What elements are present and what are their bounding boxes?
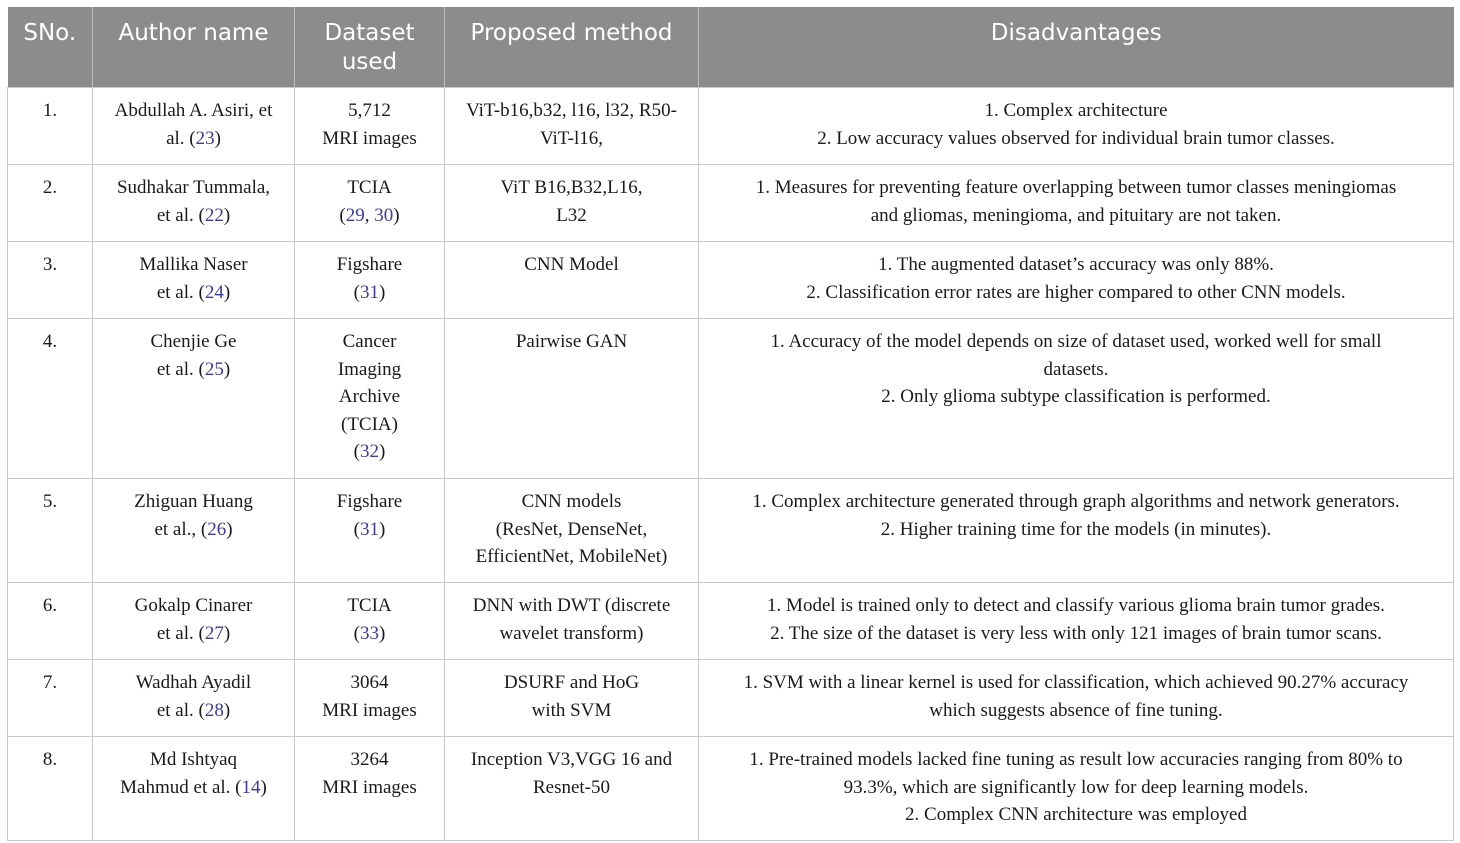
text: ( <box>353 441 360 462</box>
text: ) <box>223 622 231 644</box>
disadvantage-line: 1. Accuracy of the model depends on size of dataset used, worked well for small <box>770 331 1382 352</box>
dataset-line: (TCIA) <box>341 413 398 435</box>
cell-sno: 8. <box>8 737 93 841</box>
table-body <box>8 88 1454 841</box>
table-row <box>8 660 1454 737</box>
disadvantage-line: 1. The augmented dataset’s accuracy was only 88%. <box>878 254 1274 275</box>
reference-link[interactable]: 31 <box>360 281 379 303</box>
cell-dataset <box>295 660 445 737</box>
cell-author <box>93 319 295 479</box>
dataset-line <box>305 202 434 230</box>
method-line: ViT-b16,b32, l16, l32, R50- <box>466 100 677 121</box>
dataset-line <box>305 438 434 466</box>
disadvantage-line: datasets. <box>1043 358 1109 380</box>
cell-sno: 6. <box>8 583 93 660</box>
dataset-line: MRI images <box>322 776 417 798</box>
method-line: ViT B16,B32,L16, <box>500 177 643 198</box>
author-line <box>103 620 284 648</box>
text: ) <box>379 622 386 644</box>
cell-method <box>445 242 699 319</box>
text: ( <box>353 281 360 303</box>
cell-method <box>445 737 699 841</box>
cell-dataset <box>295 242 445 319</box>
text: et al. ( <box>156 358 205 380</box>
disadvantage-line: and gliomas, meningioma, and pituitary are not taken. <box>870 204 1282 226</box>
table-header <box>8 7 1454 88</box>
dataset-line: 3264 <box>350 749 389 770</box>
author-line: Abdullah A. Asiri, et <box>114 100 273 121</box>
author-line <box>103 202 284 230</box>
cell-sno: 7. <box>8 660 93 737</box>
author-line: Chenjie Ge <box>150 331 237 352</box>
dataset-line <box>305 516 434 544</box>
cell-dataset <box>295 88 445 165</box>
reference-link[interactable]: 24 <box>204 281 224 303</box>
disadvantage-line: 2. Higher training time for the models (in minutes). <box>880 518 1272 540</box>
text: et al. ( <box>156 699 205 721</box>
header-disadvantages: Disadvantages <box>699 7 1454 88</box>
cell-disadvantages <box>699 660 1454 737</box>
disadvantage-line: 1. Complex architecture generated through graph algorithms and network generators. <box>752 491 1400 512</box>
table-row <box>8 319 1454 479</box>
cell-author <box>93 242 295 319</box>
cell-disadvantages <box>699 583 1454 660</box>
disadvantage-line: 2. Classification error rates are higher compared to other CNN models. <box>806 281 1346 303</box>
text: ) <box>379 441 386 462</box>
disadvantage-line: 2. Low accuracy values observed for individual brain tumor classes. <box>817 127 1335 149</box>
cell-dataset <box>295 737 445 841</box>
dataset-line <box>305 279 434 307</box>
cell-dataset <box>295 319 445 479</box>
cell-disadvantages <box>699 165 1454 242</box>
dataset-line: MRI images <box>322 699 417 721</box>
author-line: Md Ishtyaq <box>149 749 238 770</box>
cell-method <box>445 583 699 660</box>
cell-author <box>93 88 295 165</box>
method-line: with SVM <box>531 699 612 721</box>
dataset-line: Figshare <box>336 491 403 512</box>
cell-method <box>445 319 699 479</box>
author-line: Sudhakar Tummala, <box>116 177 271 198</box>
disadvantage-line: 1. Measures for preventing feature overlapping between tumor classes meningiomas <box>755 177 1397 198</box>
header-sno: SNo. <box>8 7 93 88</box>
disadvantage-line: 1. Complex architecture <box>984 100 1168 121</box>
cell-sno: 1. <box>8 88 93 165</box>
header-dataset-line2: used <box>341 49 398 75</box>
table-row <box>8 88 1454 165</box>
text: ) <box>223 358 231 380</box>
cell-method <box>445 660 699 737</box>
header-dataset-used <box>295 7 445 88</box>
disadvantage-line: 1. Pre-trained models lacked fine tuning as result low accuracies ranging from 80% to <box>749 749 1403 770</box>
dataset-line: 5,712 <box>348 100 391 121</box>
text: ( <box>339 204 346 226</box>
text: ) <box>223 204 231 226</box>
reference-link[interactable]: 22 <box>204 204 224 226</box>
text: ( <box>353 518 360 540</box>
method-line: EfficientNet, MobileNet) <box>475 546 668 567</box>
dataset-line: Imaging <box>337 358 402 380</box>
dataset-line <box>305 620 434 648</box>
cell-sno: 3. <box>8 242 93 319</box>
header-row <box>8 7 1454 88</box>
dataset-line: TCIA <box>347 595 392 616</box>
author-line <box>103 279 284 307</box>
reference-link[interactable]: 28 <box>204 699 224 721</box>
disadvantage-line: 2. Complex CNN architecture was employed <box>905 804 1247 825</box>
method-line: wavelet transform) <box>499 622 644 644</box>
cell-author <box>93 479 295 583</box>
reference-link[interactable]: 23 <box>195 127 215 149</box>
method-line: ViT-l16, <box>539 127 604 149</box>
text: et al. ( <box>156 204 205 226</box>
reference-link[interactable]: 32 <box>360 441 379 462</box>
cell-author <box>93 737 295 841</box>
method-line: Inception V3,VGG 16 and <box>470 749 673 770</box>
text: ) <box>393 204 400 226</box>
reference-link[interactable]: 25 <box>204 358 224 380</box>
method-line: DNN with DWT (discrete <box>472 595 671 616</box>
method-line: L32 <box>556 204 587 226</box>
header-dataset-line1: Dataset <box>324 20 415 46</box>
table-row <box>8 583 1454 660</box>
disadvantage-line: 93.3%, which are significantly low for deep learning models. <box>843 776 1309 798</box>
cell-sno: 4. <box>8 319 93 479</box>
literature-comparison-table-container <box>7 7 1454 841</box>
author-line: Zhiguan Huang <box>134 491 253 512</box>
method-line: CNN models <box>521 491 622 512</box>
text: et al. ( <box>156 281 205 303</box>
dataset-line: MRI images <box>322 127 417 149</box>
reference-link[interactable]: 14 <box>241 776 261 798</box>
table-row <box>8 737 1454 841</box>
cell-dataset <box>295 583 445 660</box>
table-row <box>8 242 1454 319</box>
author-line <box>103 356 284 384</box>
reference-link[interactable]: 27 <box>204 622 224 644</box>
cell-method <box>445 165 699 242</box>
text: Mahmud et al. ( <box>120 776 242 798</box>
cell-sno: 2. <box>8 165 93 242</box>
table-row <box>8 165 1454 242</box>
author-line <box>103 125 284 153</box>
header-author-name: Author name <box>93 7 295 88</box>
reference-link[interactable]: 31 <box>360 518 379 540</box>
method-line: Resnet-50 <box>532 776 611 798</box>
disadvantage-line: which suggests absence of fine tuning. <box>929 699 1223 721</box>
cell-disadvantages <box>699 242 1454 319</box>
method-line: DSURF and HoG <box>503 672 640 693</box>
author-line <box>103 516 284 544</box>
cell-sno: 5. <box>8 479 93 583</box>
cell-method <box>445 479 699 583</box>
method-line: CNN Model <box>524 254 619 275</box>
header-proposed-method: Proposed method <box>445 7 699 88</box>
text: ) <box>223 281 231 303</box>
disadvantage-line: 1. SVM with a linear kernel is used for classification, which achieved 90.27% accuracy <box>743 672 1409 693</box>
cell-author <box>93 660 295 737</box>
text: , <box>364 204 375 226</box>
cell-dataset <box>295 479 445 583</box>
text: al. ( <box>166 127 196 149</box>
table-row <box>8 479 1454 583</box>
dataset-line: Archive <box>338 386 401 407</box>
text: ) <box>379 281 386 303</box>
cell-disadvantages <box>699 737 1454 841</box>
author-line <box>103 774 284 802</box>
author-line: Wadhah Ayadil <box>135 672 252 693</box>
reference-link[interactable]: 33 <box>360 622 379 644</box>
reference-link[interactable]: 26 <box>207 518 227 540</box>
text: et al., ( <box>154 518 208 540</box>
text: ( <box>353 622 360 644</box>
cell-author <box>93 165 295 242</box>
text: ) <box>214 127 221 149</box>
method-line: Pairwise GAN <box>515 331 628 352</box>
disadvantage-line: 2. The size of the dataset is very less with only 121 images of brain tumor scans. <box>770 622 1382 644</box>
text: ) <box>223 699 231 721</box>
cell-disadvantages <box>699 88 1454 165</box>
dataset-line: Figshare <box>336 254 403 275</box>
cell-method <box>445 88 699 165</box>
disadvantage-line: 2. Only glioma subtype classification is performed. <box>881 386 1271 407</box>
reference-link[interactable]: 30 <box>374 204 394 226</box>
dataset-line: TCIA <box>347 177 392 198</box>
author-line: Gokalp Cinarer <box>134 595 253 616</box>
cell-disadvantages <box>699 319 1454 479</box>
text: ) <box>260 776 267 798</box>
dataset-line: Cancer <box>342 331 397 352</box>
cell-disadvantages <box>699 479 1454 583</box>
method-line: (ResNet, DenseNet, <box>495 518 648 540</box>
disadvantage-line: 1. Model is trained only to detect and classify various glioma brain tumor grades. <box>767 595 1385 616</box>
cell-author <box>93 583 295 660</box>
author-line <box>103 697 284 725</box>
reference-link[interactable]: 29 <box>345 204 365 226</box>
literature-comparison-table <box>7 7 1454 841</box>
dataset-line: 3064 <box>350 672 389 693</box>
author-line: Mallika Naser <box>139 254 248 275</box>
text: ) <box>226 518 233 540</box>
text: ) <box>379 518 386 540</box>
text: et al. ( <box>156 622 205 644</box>
cell-dataset <box>295 165 445 242</box>
